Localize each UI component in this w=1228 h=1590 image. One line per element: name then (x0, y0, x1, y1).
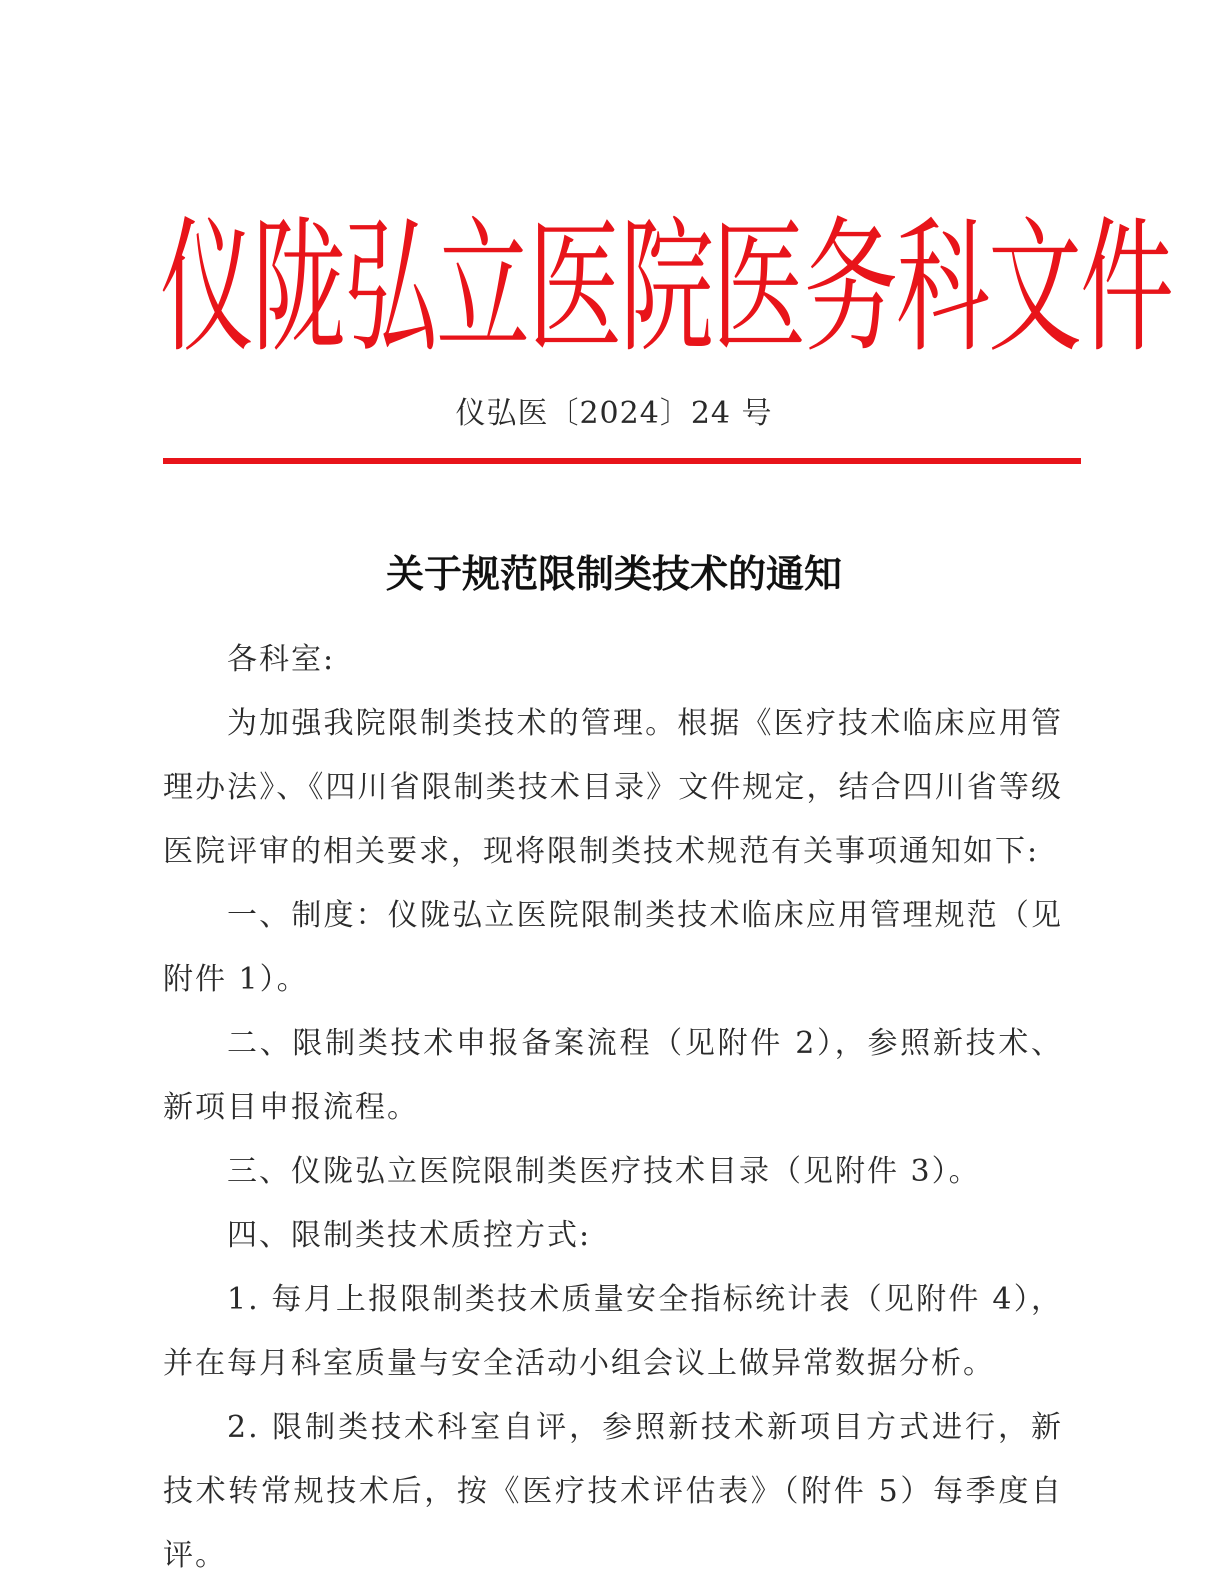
notice-body (163, 628, 1063, 1588)
body-paragraph: 2. 限制类技术科室自评，参照新技术新项目方式进行，新技术转常规技术后，按《医疗技术评估表》（附件 5）每季度自评。 (163, 1410, 1063, 1573)
org-header-title: 仪陇弘立医院医务科文件 (160, 204, 1173, 374)
body-paragraph: 1. 每月上报限制类技术质量安全指标统计表（见附件 4），并在每月科室质量与安全活动小组会议上做异常数据分析。 (163, 1282, 1063, 1381)
body-paragraph: 一、制度：仪陇弘立医院限制类技术临床应用管理规范（见附件 1）。 (163, 898, 1063, 997)
body-paragraph: 四、限制类技术质控方式: (227, 1218, 592, 1253)
notice-title: 关于规范限制类技术的通知 (385, 552, 842, 596)
red-divider-line (163, 458, 1081, 464)
document-number: 仪弘医〔2024〕24 号 (455, 396, 773, 431)
body-paragraph: 三、仪陇弘立医院限制类医疗技术目录（见附件 3）。 (227, 1154, 981, 1189)
body-paragraph: 二、限制类技术申报备案流程（见附件 2），参照新技术、新项目申报流程。 (163, 1026, 1063, 1125)
salutation: 各科室: (227, 642, 336, 677)
body-paragraph: 为加强我院限制类技术的管理。根据《医疗技术临床应用管理办法》、《四川省限制类技术目录》文件规定，结合四川省等级医院评审的相关要求，现将限制类技术规范有关事项通知如下: (163, 706, 1063, 869)
